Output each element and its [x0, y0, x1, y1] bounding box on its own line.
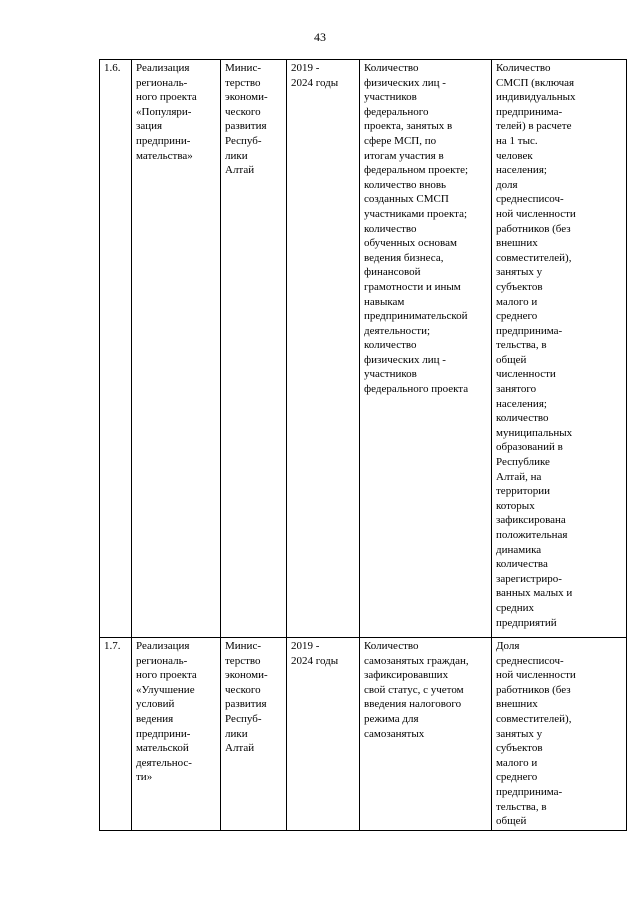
- row-number: 1.6.: [100, 60, 132, 638]
- expected-results: Количество самозанятых граждан, зафиксировавших свой статус, с учетом введения налогового режима для самозанятых: [360, 638, 492, 831]
- row-number: 1.7.: [100, 638, 132, 831]
- implementation-period: 2019 - 2024 годы: [287, 638, 360, 831]
- measures-table: [99, 59, 627, 831]
- expected-results: Количество физических лиц - участников федерального проекта, занятых в сфере МСП, по итогам участия в федеральном проекте; количество вновь созданных СМСП участниками проекта; количество обученных основам ведения бизнеса, финансовой грамотности и иным навыкам предпринимательской деятельности; количество физических лиц - участников федерального проекта: [360, 60, 492, 638]
- target-indicators: Доля среднесписоч- ной численности работников (без внешних совместителей), занятых у субъектов малого и среднего предпринима- тельства, в общей: [492, 638, 627, 831]
- table-row: [100, 60, 627, 638]
- page-number: 43: [314, 30, 326, 44]
- responsible-executor: Минис- терство экономи- ческого развития Респуб- лики Алтай: [221, 60, 287, 638]
- responsible-executor: Минис- терство экономи- ческого развития Респуб- лики Алтай: [221, 638, 287, 831]
- target-indicators: Количество СМСП (включая индивидуальных предпринима- телей) в расчете на 1 тыс. человек населения; доля среднесписоч- ной численности работников (без внешних совместителей), занятых у субъектов малого и среднего предпринима- тельства, в общей численности занятого населения; количество муниципальных образований в Республике Алтай, на территории которых зафиксирована положительная динамика количества зарегистриро- ванных малых и средних предприятий: [492, 60, 627, 638]
- measure-name: Реализация региональ- ного проекта «Популяри- зация предприни- мательства»: [132, 60, 221, 638]
- implementation-period: 2019 - 2024 годы: [287, 60, 360, 638]
- measure-name: Реализация региональ- ного проекта «Улучшение условий ведения предприни- мательской деятельнос- ти»: [132, 638, 221, 831]
- table-row: [100, 638, 627, 831]
